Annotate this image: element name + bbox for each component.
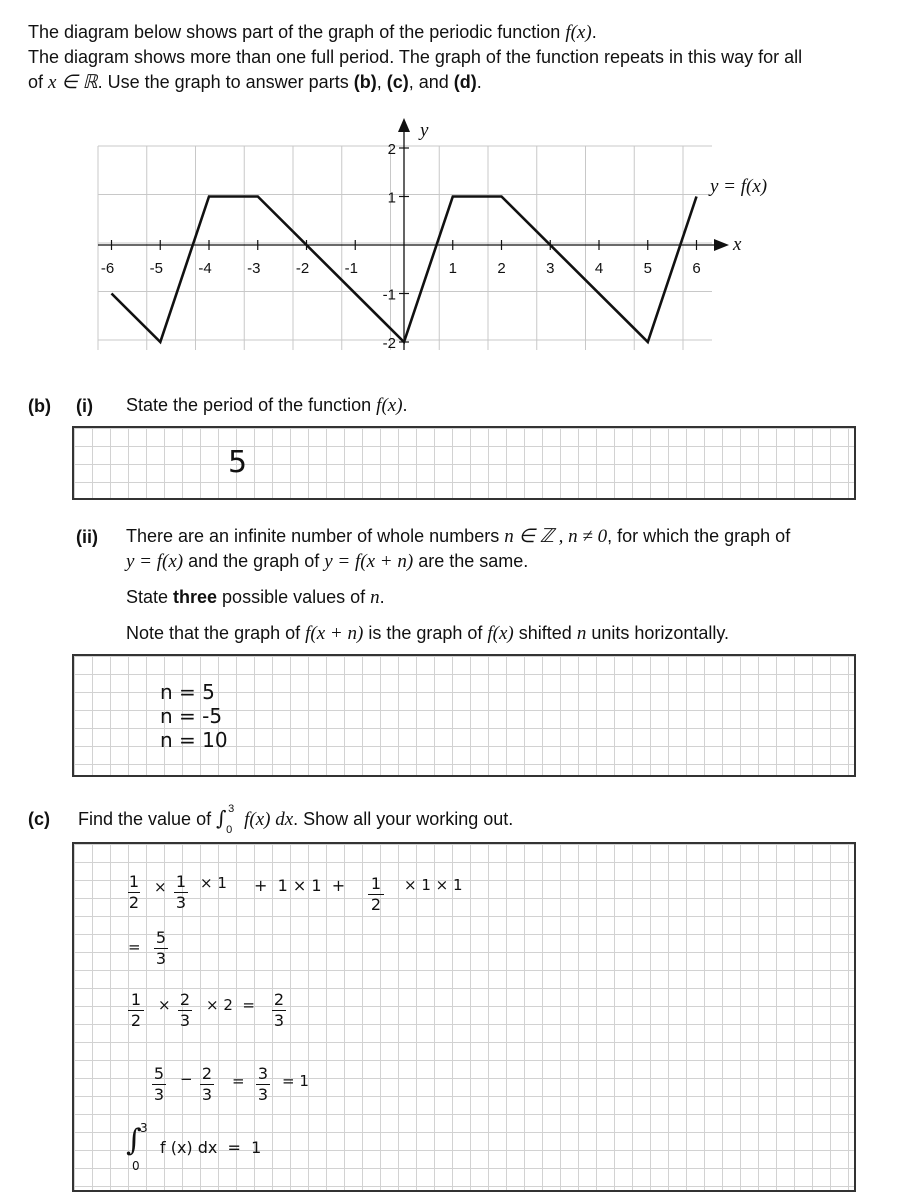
w3-mid: × 2 = bbox=[206, 996, 255, 1014]
w3-frac-den: 3 bbox=[179, 1011, 191, 1030]
w4-a-den: 3 bbox=[153, 1085, 165, 1104]
w4-eq: = bbox=[232, 1072, 245, 1090]
integral-sign: ∫ bbox=[216, 806, 227, 830]
graph-tick-labels bbox=[101, 141, 701, 352]
w3-frac-num: 2 bbox=[179, 990, 191, 1009]
part-b-ii-question: There are an infinite number of whole numbers n ∈ ℤ , n ≠ 0, for which the graph of y = f(x) and the graph of y = f(x + n) are the same. State three possible values of n. Note that the graph of f(x + n) is the graph of f(x) shifted n units horizontally. bbox=[126, 526, 791, 644]
x-tick-label: 6 bbox=[692, 260, 701, 277]
x-tick-label: 4 bbox=[594, 260, 604, 277]
y-axis-label: y bbox=[420, 120, 429, 141]
intro-text bbox=[28, 20, 898, 95]
graph-grid bbox=[98, 146, 712, 350]
w3-times: × bbox=[158, 996, 171, 1014]
w1-half-den: 2 bbox=[128, 893, 140, 912]
w1-half-num: 1 bbox=[128, 872, 140, 891]
x-tick-label: 5 bbox=[643, 260, 652, 277]
answer-b-ii-1: n = 5 bbox=[160, 680, 215, 704]
x-tick-label: -6 bbox=[100, 260, 115, 277]
function-graph bbox=[0, 112, 919, 362]
w5-lower: 0 bbox=[132, 1159, 140, 1173]
w4-a-num: 5 bbox=[153, 1064, 165, 1083]
x-tick-label: -4 bbox=[198, 260, 212, 277]
x-tick-label: 2 bbox=[497, 260, 506, 277]
w1-end: × 1 × 1 bbox=[404, 876, 463, 894]
y-axis-arrow bbox=[398, 118, 410, 132]
y-tick-label: -1 bbox=[382, 286, 396, 304]
w3-res-num: 2 bbox=[273, 990, 285, 1009]
x-tick-label: 1 bbox=[448, 260, 457, 277]
x-axis-label: x bbox=[733, 234, 742, 255]
function-label: y = f(x) bbox=[710, 176, 768, 197]
x-tick-label: -5 bbox=[149, 260, 163, 277]
intro-line-3: of x ∈ ℝ. Use the graph to answer parts (b), (c), and (d). bbox=[28, 72, 482, 93]
x-tick-label: -1 bbox=[344, 260, 358, 277]
w5-upper: 3 bbox=[140, 1121, 148, 1135]
w1-mid: + 1 × 1 + bbox=[254, 876, 346, 895]
w4-end: = 1 bbox=[282, 1072, 309, 1090]
part-b-ii-label: (ii) bbox=[76, 527, 98, 547]
w1-half2-den: 2 bbox=[370, 895, 382, 914]
w3-half-den: 2 bbox=[130, 1011, 142, 1030]
w5-integral-sign: ∫ bbox=[126, 1123, 142, 1158]
w1-times-one: × 1 bbox=[200, 874, 227, 892]
answer-b-ii-3: n = 10 bbox=[160, 728, 228, 752]
w2-den: 3 bbox=[155, 949, 167, 968]
part-c-label: (c) bbox=[28, 809, 50, 829]
x-tick-label: -3 bbox=[247, 260, 261, 277]
answer-b-ii-2: n = -5 bbox=[160, 704, 223, 728]
answer-box-c[interactable] bbox=[72, 842, 856, 1192]
x-tick-label: 3 bbox=[546, 260, 555, 277]
answer-box-b-ii[interactable] bbox=[72, 654, 856, 777]
answer-b-i: 5 bbox=[228, 445, 248, 480]
integral-upper-limit: 3 bbox=[228, 803, 235, 815]
w1-half2-num: 1 bbox=[370, 874, 382, 893]
w1-third-num: 1 bbox=[175, 872, 187, 891]
w4-c-den: 3 bbox=[257, 1085, 269, 1104]
w2-num: 5 bbox=[155, 928, 167, 947]
x-axis-arrow bbox=[714, 239, 729, 251]
y-tick-label: -2 bbox=[382, 335, 396, 352]
w3-half-num: 1 bbox=[130, 990, 142, 1009]
part-b-i-question: State the period of the function f(x). bbox=[126, 395, 408, 416]
w5-expr: f (x) dx = 1 bbox=[160, 1138, 262, 1157]
part-b-i-label: (i) bbox=[76, 396, 93, 416]
w3-res-den: 3 bbox=[273, 1011, 285, 1030]
integral-lower-limit: 0 bbox=[226, 824, 233, 836]
w4-b-den: 3 bbox=[201, 1085, 213, 1104]
w1-third-den: 3 bbox=[175, 893, 187, 912]
w4-minus: − bbox=[180, 1070, 193, 1088]
y-tick-label: 2 bbox=[387, 141, 396, 158]
w4-b-num: 2 bbox=[201, 1064, 213, 1083]
w1-times1: × bbox=[154, 878, 167, 896]
part-b-label: (b) bbox=[28, 396, 51, 416]
answer-box-b-i[interactable] bbox=[72, 426, 856, 500]
part-c-question: Find the value of ∫ 3 0 f(x) dx. Show all your working out. bbox=[78, 806, 513, 832]
w4-c-num: 3 bbox=[257, 1064, 269, 1083]
intro-line-2: The diagram shows more than one full period. The graph of the function repeats in this way for all bbox=[28, 47, 803, 67]
y-tick-label: 1 bbox=[387, 189, 396, 207]
intro-line-1: The diagram below shows part of the graph of the periodic function f(x). bbox=[28, 22, 597, 43]
w2-eq: = bbox=[128, 938, 141, 956]
x-tick-label: -2 bbox=[295, 260, 310, 277]
